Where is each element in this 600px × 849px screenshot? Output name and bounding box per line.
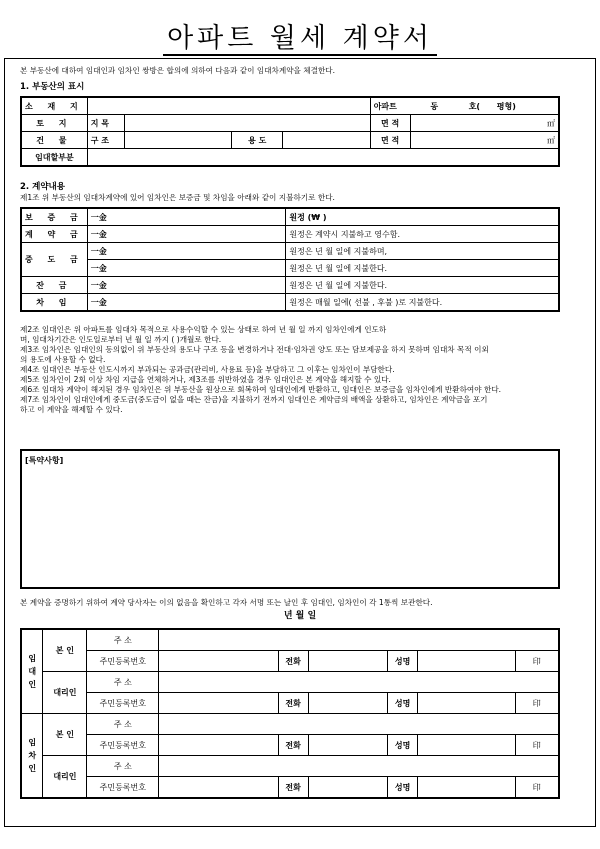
rent-label: 차 임 <box>21 294 87 312</box>
lease-part-field[interactable] <box>87 149 559 167</box>
land-area-field[interactable]: ㎡ <box>410 115 559 132</box>
interim-amount-2[interactable]: 一金 <box>87 260 286 277</box>
article-line: 하고 이 계약을 해제할 수 있다. <box>20 405 123 414</box>
seal-label: 印 <box>515 651 559 672</box>
seal-label: 印 <box>515 777 559 799</box>
interim-amount-1[interactable]: 一金 <box>87 243 286 260</box>
name-label: 성명 <box>388 693 418 714</box>
section-property-title: 1. 부동산의 표시 <box>20 82 85 92</box>
location-label: 소 재 지 <box>21 97 87 115</box>
tenant-agent-phone-field[interactable] <box>308 777 388 799</box>
landlord-agent-address-field[interactable] <box>159 672 559 693</box>
building-area-label: 면 적 <box>370 132 410 149</box>
intro-text: 본 부동산에 대하여 임대인과 임차인 쌍방은 합의에 의하여 다음과 같이 임대차계약을 체결한다. <box>20 66 336 75</box>
land-area-label: 면 적 <box>370 115 410 132</box>
landlord-agent-phone-field[interactable] <box>308 693 388 714</box>
tenant-phone-field[interactable] <box>308 735 388 756</box>
land-type-label: 지 목 <box>87 115 125 132</box>
building-area-field[interactable]: ㎡ <box>410 132 559 149</box>
phone-label: 전화 <box>278 777 308 799</box>
rent-amount[interactable]: 一金 <box>87 294 286 312</box>
building-label: 건 물 <box>21 132 87 149</box>
property-table <box>20 96 560 167</box>
article-line: 며, 임대차기간은 인도일로부터 년 월 일 까지 ( )개월로 한다. <box>20 335 222 344</box>
article-line: 제3조 임차인은 임대인의 동의없이 위 부동산의 용도나 구조 등을 변경하거나 전대·임차권 양도 또는 담보제공을 하지 못하며 임대차 목적 이외 <box>20 345 489 354</box>
tenant-agent-label: 대리인 <box>43 756 87 799</box>
phone-label: 전화 <box>278 651 308 672</box>
article-line: 제6조 임대차 계약이 해지된 경우 임차인은 위 부동산을 원상으로 회복하여 임대인에게 반환하고, 임대인은 보증금을 임차인에게 반환하여야 한다. <box>20 385 502 394</box>
tenant-self-label: 본 인 <box>43 714 87 756</box>
balance-amount[interactable]: 一金 <box>87 277 286 294</box>
article-line: 제4조 임대인은 부동산 인도시까지 부과되는 공과금(관리비, 사용료 등)을 부담하고 그 이후는 임차인이 부담한다. <box>20 365 395 374</box>
interim-note-1: 원정은 년 월 일에 지불하며, <box>286 243 559 260</box>
tenant-agent-id-field[interactable] <box>159 777 278 799</box>
date-line: 년 월 일 <box>283 611 317 621</box>
land-type-field[interactable] <box>125 115 370 132</box>
closing-text: 본 계약을 증명하기 위하여 계약 당사자는 이의 없음을 확인하고 각자 서명 또는 날인 후 임대인, 임차인이 각 1통씩 보관한다. <box>20 598 433 607</box>
id-label: 주민등록번호 <box>87 735 159 756</box>
deposit-note: 원정 (₩ ) <box>286 208 559 226</box>
contract-note: 원정은 계약시 지불하고 영수함. <box>286 226 559 243</box>
id-label: 주민등록번호 <box>87 777 159 799</box>
contract-money-label: 계 약 금 <box>21 226 87 243</box>
article-line: 제7조 임차인이 임대인에게 중도금(중도금이 없을 때는 잔금)을 지불하기 전까지 임대인은 계약금의 배액을 상환하고, 임차인은 계약금을 포기 <box>20 395 488 404</box>
name-label: 성명 <box>388 651 418 672</box>
landlord-agent-id-field[interactable] <box>159 693 278 714</box>
balance-label: 잔 금 <box>21 277 87 294</box>
phone-label: 전화 <box>278 735 308 756</box>
deposit-amount[interactable]: 一金 <box>87 208 286 226</box>
article-1: 제1조 위 부동산의 임대차계약에 있어 임차인은 보증금 및 차임을 아래와 같이 지불하기로 한다. <box>20 193 335 202</box>
landlord-label: 임 대 인 <box>21 629 43 714</box>
section-contract-title: 2. 계약내용 <box>20 182 65 192</box>
interim-label: 중 도 금 <box>21 243 87 277</box>
article-line: 제2조 임대인은 위 아파트를 임대차 목적으로 사용수익할 수 있는 상태로 하여 년 월 일 까지 임차인에게 인도하 <box>20 325 387 334</box>
rent-note: 원정은 매월 일에( 선불 , 후불 )로 지불한다. <box>286 294 559 312</box>
tenant-label: 임 차 인 <box>21 714 43 799</box>
name-label: 성명 <box>388 777 418 799</box>
lease-part-label: 임대할부분 <box>21 149 87 167</box>
interim-note-2: 원정은 년 월 일에 지불한다. <box>286 260 559 277</box>
seal-label: 印 <box>515 735 559 756</box>
landlord-phone-field[interactable] <box>308 651 388 672</box>
deposit-label: 보 증 금 <box>21 208 87 226</box>
special-terms-label: [특약사항] <box>25 456 64 465</box>
landlord-agent-label: 대리인 <box>43 672 87 714</box>
tenant-agent-name-field[interactable] <box>418 777 515 799</box>
articles-block <box>20 325 501 415</box>
land-label: 토 지 <box>21 115 87 132</box>
use-field[interactable] <box>283 132 370 149</box>
location-field[interactable] <box>87 97 370 115</box>
balance-note: 원정은 년 월 일에 지불한다. <box>286 277 559 294</box>
article-line: 제5조 임차인이 2회 이상 차임 지급을 연체하거나, 제3조를 위반하였을 경우 임대인은 본 계약을 해지할 수 있다. <box>20 375 391 384</box>
apt-line: 아파트 동 호( 평형) <box>370 97 559 115</box>
name-label: 성명 <box>388 735 418 756</box>
document-title: 아파트 월세 계약서 <box>0 16 600 55</box>
landlord-name-field[interactable] <box>418 651 515 672</box>
contract-amount[interactable]: 一金 <box>87 226 286 243</box>
article-line: 의 용도에 사용할 수 없다. <box>20 355 106 364</box>
landlord-self-label: 본 인 <box>43 629 87 672</box>
address-label: 주 소 <box>87 629 159 651</box>
address-label: 주 소 <box>87 714 159 735</box>
structure-field[interactable] <box>125 132 232 149</box>
id-label: 주민등록번호 <box>87 693 159 714</box>
tenant-agent-address-field[interactable] <box>159 756 559 777</box>
signature-table <box>20 628 560 799</box>
tenant-id-field[interactable] <box>159 735 278 756</box>
address-label: 주 소 <box>87 672 159 693</box>
seal-label: 印 <box>515 693 559 714</box>
payment-table <box>20 207 560 312</box>
landlord-agent-name-field[interactable] <box>418 693 515 714</box>
use-label: 용 도 <box>232 132 283 149</box>
landlord-address-field[interactable] <box>159 629 559 651</box>
landlord-id-field[interactable] <box>159 651 278 672</box>
special-terms-box[interactable] <box>20 449 560 589</box>
structure-label: 구 조 <box>87 132 125 149</box>
id-label: 주민등록번호 <box>87 651 159 672</box>
address-label: 주 소 <box>87 756 159 777</box>
tenant-name-field[interactable] <box>418 735 515 756</box>
phone-label: 전화 <box>278 693 308 714</box>
tenant-address-field[interactable] <box>159 714 559 735</box>
